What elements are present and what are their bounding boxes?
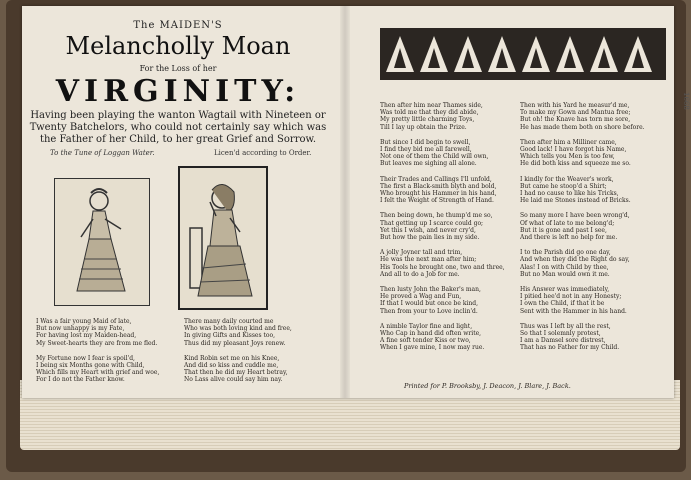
ornamental-border-icon — [380, 28, 666, 80]
verse-line: No Lass alive could say him nay. — [184, 376, 283, 384]
left-verse-col-2 — [184, 318, 324, 384]
verse-line: I to the Parish did go one day, — [520, 249, 611, 257]
verse-line: I being six Months gone with Child, — [36, 362, 145, 370]
main-title: Melancholly Moan — [65, 32, 291, 60]
verse-line: In giving Gifts and Kisses too, — [184, 332, 275, 340]
verse-line: But now unhappy is my Fate, — [36, 325, 125, 333]
woman-figure-icon — [55, 179, 149, 305]
verse-line: His Tools he brought one, two and three, — [380, 263, 505, 271]
verse-line: Good lack! I have forgot his Name, — [520, 146, 627, 154]
verse-line: He was the next man after him; — [380, 256, 477, 264]
verse-line: Which tells you Men is too few, — [520, 153, 615, 161]
woodcut-right — [178, 166, 268, 310]
verse-line: Then with his Yard he measur'd me, — [520, 102, 630, 109]
verse-line: When I gave mine, I now may rue. — [380, 344, 485, 352]
verse-line: He has made them both on shore before. — [520, 123, 645, 131]
verse-line: Then after him near Thames side, — [380, 102, 483, 109]
verse-line: But how the pain lies in my side. — [380, 234, 480, 242]
verse-line: I felt the Weight of Strength of Hand. — [380, 197, 494, 205]
verse-line: Alas! I on with Child by thee, — [520, 263, 609, 271]
verse-line: And all to do a Job for me. — [380, 270, 460, 278]
verse-line: My pretty little charming Toys, — [380, 116, 475, 124]
verse-line: Thus was I left by all the rest, — [520, 322, 611, 330]
verse-line: But it is gone and past I see, — [520, 226, 607, 234]
verse-line: Then being down, he thump'd me so, — [380, 212, 493, 220]
verse-line: Sent with the Hammer in his hand. — [520, 307, 627, 315]
verse-line: And there is left no help for me. — [520, 234, 618, 242]
verse-line: Their Trades and Callings I'll unfold, — [380, 175, 492, 183]
seated-woman-icon — [180, 168, 266, 308]
verse-line: Then after him a Milliner came, — [520, 138, 617, 146]
verse-line: Not one of them the Child will own, — [380, 153, 489, 161]
verse-line: I Was a fair young Maid of late, — [36, 318, 132, 325]
verse-line: And did so kiss and cuddle me, — [184, 362, 279, 370]
verse-line: So many more I have been wrong'd, — [520, 212, 630, 220]
verse-line: Kind Robin set me on his Knee, — [184, 354, 280, 362]
verse-line: He laid me Stones instead of Bricks. — [520, 197, 631, 205]
verse-line: There many daily courted me — [184, 318, 274, 325]
verse-line: Yet this I wish, and never cry'd, — [380, 226, 476, 234]
tune-line: To the Tune of Loggan Water. — [50, 149, 155, 157]
verse-line: But leaves me sighing all alone. — [380, 160, 477, 168]
virginity-heading: VIRGINITY: — [55, 74, 301, 109]
verse-line: I had no cause to like his Tricks, — [520, 190, 619, 198]
verse-line: Who brought his Hammer in his hand, — [380, 190, 497, 198]
verse-line: Then from your to Love inclin'd. — [380, 307, 478, 315]
title-prefix: The MAIDEN'S — [133, 20, 223, 31]
verse-line: Then lusty John the Baker's man, — [380, 286, 481, 294]
verse-line: To make my Gown and Mantua free; — [520, 109, 631, 117]
verse-line: His Answer was immediately, — [520, 286, 610, 294]
verse-line: Who Cap in hand did often write, — [380, 330, 482, 338]
woodcut-left — [54, 178, 150, 306]
verse-line: That getting up I scarce could go; — [380, 219, 484, 227]
verse-line: Was told me that they did abide, — [380, 109, 479, 117]
verse-line: Which fills my Heart with grief and woe, — [36, 369, 160, 377]
verse-line: I am a Damsel sore distrest, — [520, 337, 606, 345]
verse-line: That then he did my Heart betray, — [184, 369, 288, 377]
left-verse-col-1 — [36, 318, 176, 384]
description: Having been playing the wanton Wagtail with Nineteen or Twenty Batchelors, who could not certainly say which was the Father of her Child, to her great Grief and Sorrow. — [29, 110, 327, 145]
verse-line: I kindly for the Weaver's work, — [520, 175, 614, 183]
verse-line: I pitied hee'd not in any Honesty; — [520, 293, 622, 301]
verse-line: So that I solemnly protest, — [520, 330, 601, 338]
title-subline: For the Loss of her — [139, 64, 217, 73]
verse-line: Thus did my pleasant Joys renew. — [184, 339, 286, 347]
verse-line: A jolly Joyner tall and trim, — [380, 249, 463, 257]
verse-line: A nimble Taylor fine and light, — [380, 322, 473, 330]
verse-line: But came he stoop'd a Shirt; — [520, 182, 607, 190]
verse-line: He proved a Wag and Fun, — [380, 293, 462, 301]
verse-line: But since I did begin to swell, — [380, 138, 471, 146]
verse-line: For I do not the Father know. — [36, 376, 125, 384]
broadside-sheet — [22, 6, 690, 398]
verse-line: For having lost my Maiden-head, — [36, 332, 137, 340]
middle-verse-col — [380, 102, 508, 352]
side-mark: 1668 — [682, 92, 690, 110]
licensed-line: Licen'd according to Order. — [214, 149, 312, 157]
verse-line: My Sweet-hearts they are from me fled. — [36, 339, 158, 347]
verse-line: The first a Black-smith blyth and bold, — [380, 182, 497, 190]
verse-line: He did both kiss and squeeze me so. — [520, 160, 631, 168]
verse-line: If that I would but once be kind, — [380, 300, 479, 308]
verse-line: But no Man would own it me. — [520, 270, 610, 278]
verse-line: I find they bid me all farewell, — [380, 146, 472, 154]
right-verse-col — [520, 102, 660, 352]
verse-line: Till I lay up obtain the Prize. — [380, 123, 467, 131]
verse-line: Of what of late to me belong'd; — [520, 219, 615, 227]
verse-line: And when they did the Right do say, — [520, 256, 630, 264]
verse-line: That has no Father for my Child. — [520, 344, 620, 352]
verse-line: My Fortune now I fear is spoil'd, — [36, 354, 135, 362]
printer-imprint: Printed for P. Brooksby, J. Deacon, J. Blare, J. Back. — [404, 382, 571, 390]
verse-line: A fine soft tender Kiss or two, — [380, 337, 471, 345]
verse-line: Who was both loving kind and free, — [184, 325, 292, 333]
verse-line: I own the Child, if that it be — [520, 300, 605, 308]
verse-line: But oh! the Knave has torn me sore, — [520, 116, 631, 124]
